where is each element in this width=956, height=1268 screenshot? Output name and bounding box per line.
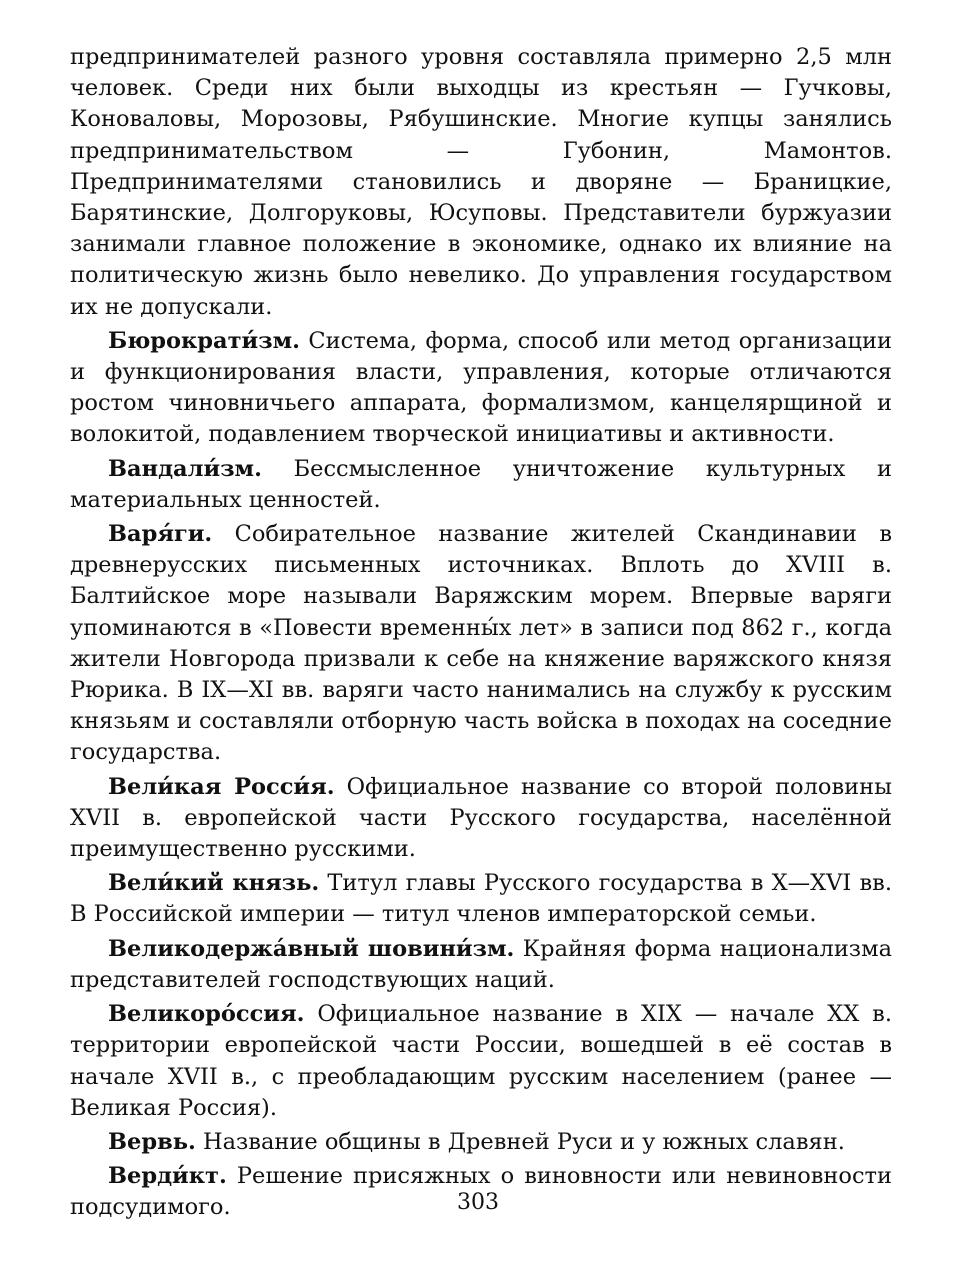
- entry-definition: Бессмысленное уничтожение культурных и материальных ценностей.: [70, 455, 892, 513]
- entry-term: Вели́кая Росси́я.: [108, 773, 335, 800]
- entry-term: Верди́кт.: [108, 1163, 227, 1190]
- entry-verv: [70, 1127, 892, 1158]
- entry-term: Великоро́ссия.: [108, 1001, 305, 1028]
- continuation-paragraph: предпринимателей разного уровня составляла примерно 2,5 млн человек. Среди них были выходцы из крестьян — Гучковы, Коноваловы, Морозовы, Рябушинские. Многие купцы занялись предпринимательством — Губонин, Мамонтов. Предпринимателями становились и дворяне — Браницкие, Барятинские, Долгоруковы, Юсуповы. Представители буржуазии занимали главное положение в экономике, однако их влияние на политическую жизнь было невелико. До управления государством их не допускали.: [70, 44, 892, 320]
- entry-term: Великодержа́вный шовини́зм.: [108, 935, 515, 962]
- entry-definition: Решение присяжных о виновности или невиновности подсудимого.: [70, 1163, 893, 1221]
- page-number: 303: [457, 1190, 499, 1215]
- entry-term: Бюрократи́зм.: [108, 327, 300, 354]
- entry-velikiy-knyaz: [70, 868, 892, 930]
- entry-vandalizm: [70, 454, 892, 516]
- entry-term: Вервь.: [108, 1128, 196, 1155]
- entry-term: Варя́ги.: [108, 521, 213, 548]
- entry-velikorossiya: [70, 999, 892, 1124]
- entry-definition: Собирательное название жителей Скандинавии в древнерусских письменных источниках. Вплоть до XVIII в. Балтийское море называли Варяжским морем. Впервые варяги упоминаются в «Повести временны́х лет» в записи под 862 г., когда жители Новгорода призвали к себе на княжение варяжского князя Рюрика. В IX—XI вв. варяги часто нанимались на службу к русским князьям и составляли отборную часть войска в походах на соседние государства.: [70, 521, 892, 766]
- entry-byurokratizm: [70, 326, 892, 451]
- entry-velikaya-rossiya: [70, 772, 892, 866]
- entry-definition: Крайняя форма национализма представителей господствующих наций.: [70, 935, 892, 993]
- entry-definition: Название общины в Древней Руси и у южных славян.: [202, 1128, 845, 1155]
- entry-definition: Система, форма, способ или метод организации и функционирования власти, управления, которые отличаются ростом чиновничьего аппарата, формализмом, канцелярщиной и волокитой, подавлением творческой инициативы и активности.: [70, 327, 892, 448]
- entry-varyagi: [70, 519, 892, 769]
- entry-definition: Официальное название в XIX — начале XX в. территории европейской части России, вошедшей в её состав в начале XVII в., с преобладающим русским населением (ранее — Великая Россия).: [70, 1001, 893, 1121]
- entry-velikoderzhavny-shovinizm: [70, 934, 892, 996]
- entry-definition: Официальное название со второй половины XVII в. европейской части Русского государства, населённой преимущественно русскими.: [70, 773, 893, 863]
- entry-term: Вандали́зм.: [108, 455, 262, 482]
- page-body: [70, 42, 892, 1224]
- entry-definition: Титул главы Русского государства в X—XVI вв. В Российской империи — титул членов императорской семьи.: [70, 870, 892, 928]
- entry-term: Вели́кий князь.: [108, 870, 320, 897]
